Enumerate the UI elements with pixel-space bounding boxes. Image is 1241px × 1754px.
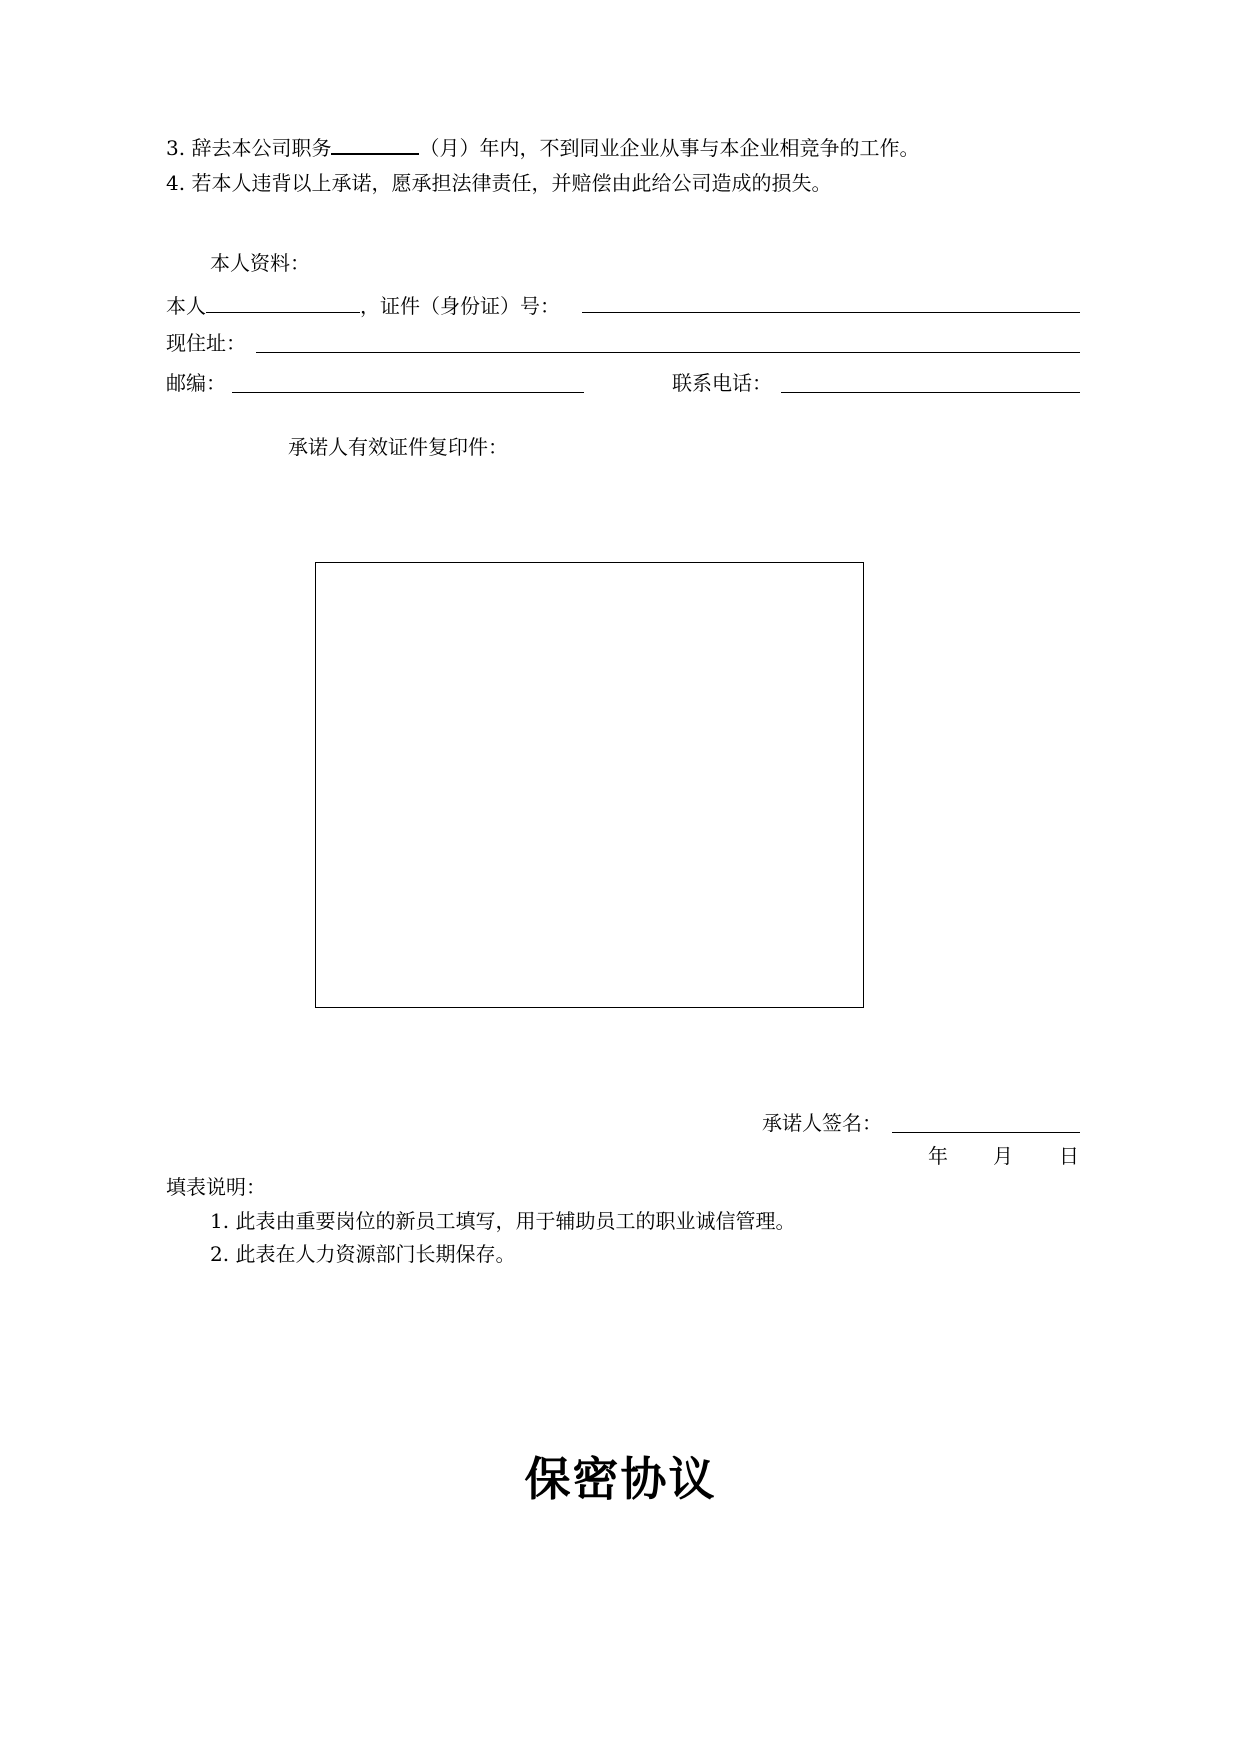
months-blank-field[interactable] <box>331 134 419 155</box>
commitment-item-3-text-start: 3. 辞去本公司职务 <box>166 136 332 160</box>
signature-blank-field[interactable] <box>892 1132 1080 1133</box>
personal-info-heading: 本人资料： <box>210 251 310 275</box>
next-section-title: 保密协议 <box>524 1452 717 1506</box>
date-month: 月 <box>993 1144 1013 1168</box>
date-year: 年 <box>928 1144 948 1168</box>
name-label: 本人 <box>166 294 206 318</box>
phone-blank-field[interactable] <box>781 392 1080 393</box>
commitment-item-4: 4. 若本人违背以上承诺，愿承担法律责任，并赔偿由此给公司造成的损失。 <box>166 171 832 195</box>
id-number-label: ，证件（身份证）号： <box>360 294 560 318</box>
instruction-item-1: 1. 此表由重要岗位的新员工填写，用于辅助员工的职业诚信管理。 <box>210 1209 796 1233</box>
signature-label: 承诺人签名： <box>762 1111 882 1135</box>
name-blank-field[interactable] <box>206 293 360 313</box>
id-copy-box[interactable] <box>315 562 864 1008</box>
date-day: 日 <box>1059 1144 1079 1168</box>
commitment-item-3-text-end: （月）年内，不到同业企业从事与本企业相竞争的工作。 <box>419 136 920 160</box>
address-blank-field[interactable] <box>256 352 1080 353</box>
postcode-label: 邮编： <box>166 371 226 395</box>
id-copy-label: 承诺人有效证件复印件： <box>288 435 508 459</box>
instructions-heading: 填表说明： <box>166 1175 266 1199</box>
postcode-blank-field[interactable] <box>232 392 584 393</box>
commitment-item-3 <box>166 134 919 158</box>
address-label: 现住址： <box>166 331 246 355</box>
name-id-row <box>166 293 560 316</box>
instruction-item-2: 2. 此表在人力资源部门长期保存。 <box>210 1242 516 1266</box>
phone-label: 联系电话： <box>672 371 772 395</box>
id-number-blank-field[interactable] <box>582 312 1080 313</box>
